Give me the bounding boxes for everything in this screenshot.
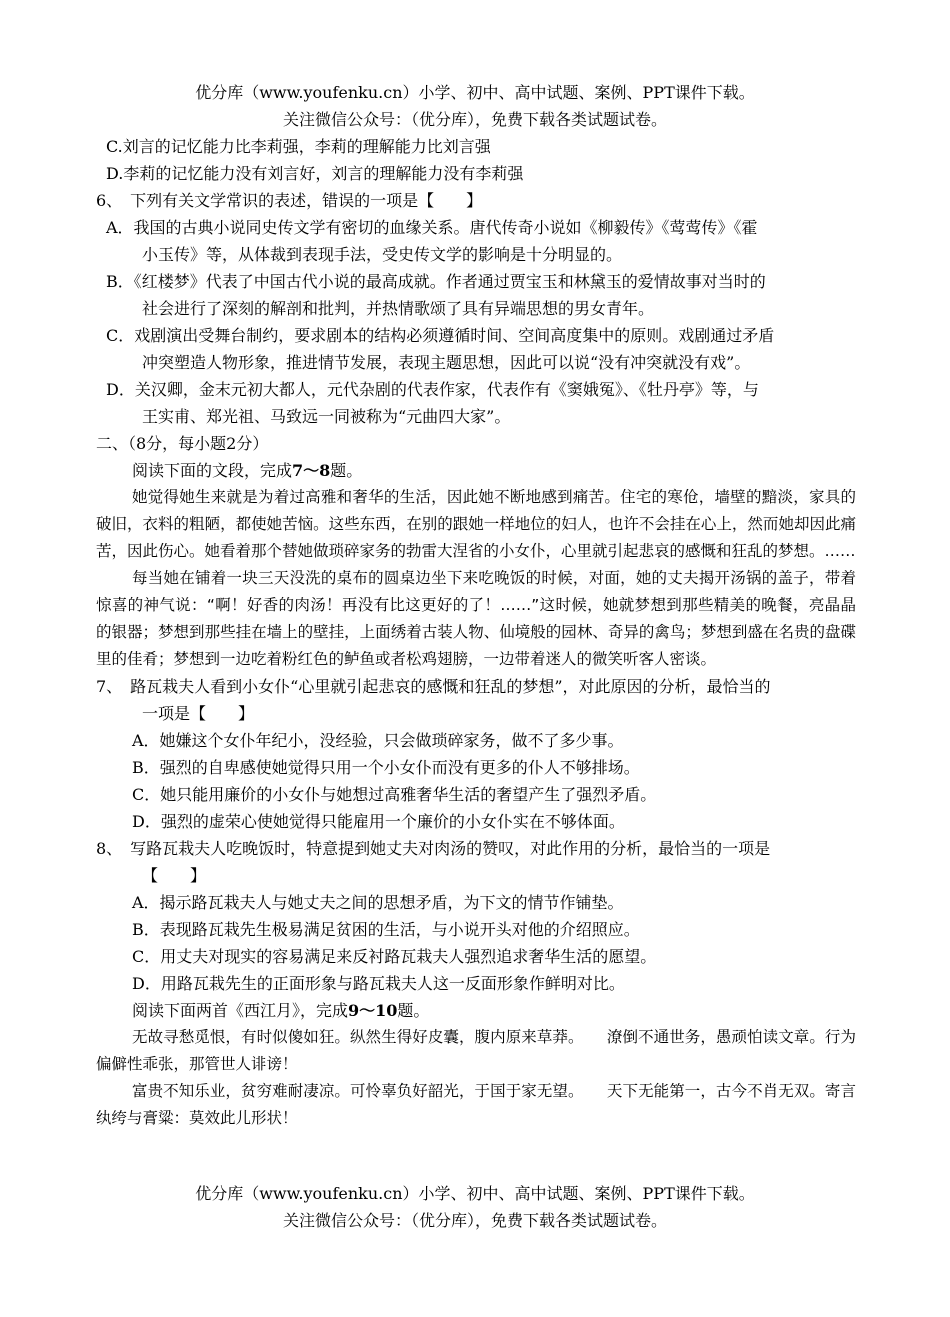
q7-stem-line2: 一项是【 】 [142, 704, 255, 723]
footer-line-2: 关注微信公众号：（优分库），免费下载各类试题试卷。 [282, 1211, 667, 1230]
instruction-suffix: 题。 [397, 1001, 430, 1020]
q8-option-c: C．用丈夫对现实的容易满足来反衬路瓦栽夫人强烈追求奢华生活的愿望。 [132, 947, 657, 966]
poem-2: 富贵不知乐业，贫穷难耐凄凉。可怜辜负好韶光，于国于家无望。 天下无能第一，古今不肖无双。寄言纨绔与膏粱：莫效此儿形状！ [96, 1082, 856, 1127]
q7-option-c: C．她只能用廉价的小女仆与她想过高雅奢华生活的奢望产生了强烈矛盾。 [132, 785, 657, 804]
q7-option-b: B．强烈的自卑感使她觉得只用一个小女仆而没有更多的仆人不够排场。 [132, 758, 640, 777]
q8-option-b: B．表现路瓦栽先生极易满足贫困的生活，与小说开头对他的介绍照应。 [132, 920, 640, 939]
q6-option-d-line2: 王实甫、郑光祖、马致远一同被称为“元曲四大家”。 [142, 407, 511, 426]
q8-stem-line2: 【 】 [142, 866, 207, 885]
instruction-range: 7～8 [292, 461, 331, 480]
q7-stem-line1: 7、 路瓦栽夫人看到小女仆“心里就引起悲哀的感慨和狂乱的梦想”，对此原因的分析，最恰当的 [96, 677, 771, 696]
poem-1: 无故寻愁觅恨，有时似傻如狂。纵然生得好皮囊，腹内原来草莽。 潦倒不通世务，愚顽怕读文章。行为偏僻性乖张，那管世人诽谤！ [96, 1028, 856, 1073]
page-header [0, 79, 950, 133]
q6-option-a-line1: A．我国的古典小说同史传文学有密切的血缘关系。唐代传奇小说如《柳毅传》《莺莺传》《霍 [106, 218, 758, 237]
q5-option-d: D.李莉的记忆能力没有刘言好，刘言的理解能力没有李莉强 [106, 164, 524, 183]
q6-option-c-line1: C．戏剧演出受舞台制约，要求剧本的结构必须遵循时间、空间高度集中的原则。戏剧通过矛盾 [106, 326, 775, 345]
q7-option-d: D．强烈的虚荣心使她觉得只能雇用一个廉价的小女仆实在不够体面。 [132, 812, 625, 831]
q6-option-b-line2: 社会进行了深刻的解剖和批判，并热情歌颂了具有异端思想的男女青年。 [142, 299, 655, 318]
passage-paragraph-2: 每当她在铺着一块三天没洗的桌布的圆桌边坐下来吃晚饭的时候，对面，她的丈夫揭开汤锅的盖子，带着惊喜的神气说：“啊！好香的肉汤！再没有比这更好的了！……”这时候，她就梦想到那些精美的晚餐，亮晶晶的银器；梦想到那些挂在墙上的壁挂，上面绣着古装人物、仙境般的园林、奇异的禽鸟；梦想到盛在名贵的盘碟里的佳肴；梦想到一边吃着粉红色的鲈鱼或者松鸡翅膀，一边带着迷人的微笑听客人密谈。 [96, 569, 856, 668]
instruction-text: 阅读下面的文段，完成 [132, 461, 293, 480]
section-2-heading: 二、（8分，每小题2分） [96, 434, 269, 453]
q5-option-c: C.刘言的记忆能力比李莉强，李莉的理解能力比刘言强 [106, 137, 491, 156]
q7-option-a: A．她嫌这个女仆年纪小，没经验，只会做琐碎家务，做不了多少事。 [132, 731, 624, 750]
instruction-text: 阅读下面两首《西江月》，完成 [132, 1001, 349, 1020]
q6-option-c-line2: 冲突塑造人物形象，推进情节发展，表现主题思想，因此可以说“没有冲突就没有戏”。 [142, 353, 751, 372]
instruction-suffix: 题。 [330, 461, 363, 480]
q8-stem-line1: 8、 写路瓦栽夫人吃晚饭时，特意提到她丈夫对肉汤的赞叹，对此作用的分析，最恰当的一项是 [96, 839, 771, 858]
q6-stem: 6、 下列有关文学常识的表述，错误的一项是【 】 [96, 191, 483, 210]
q6-option-b-line1: B．《红楼梦》代表了中国古代小说的最高成就。作者通过贾宝玉和林黛玉的爱情故事对当时的 [106, 272, 766, 291]
header-line-2: 关注微信公众号：（优分库），免费下载各类试题试卷。 [282, 110, 667, 129]
exam-content [96, 133, 856, 1132]
q6-option-d-line1: D．关汉卿，金末元初大都人，元代杂剧的代表作家，代表作有《窦娥冤》、《牡丹亭》等，与 [106, 380, 759, 399]
instruction-range: 9～10 [348, 1001, 398, 1020]
section-2-instruction [96, 457, 856, 484]
q8-option-a: A．揭示路瓦栽夫人与她丈夫之间的思想矛盾，为下文的情节作铺垫。 [132, 893, 624, 912]
header-line-1: 优分库（www.youfenku.cn）小学、初中、高中试题、案例、PPT课件下载。 [195, 83, 755, 102]
passage-paragraph-1: 她觉得她生来就是为着过高雅和奢华的生活，因此她不断地感到痛苦。住宅的寒伧，墙壁的黯淡，家具的破旧，衣料的粗陋，都使她苦恼。这些东西，在别的跟她一样地位的妇人，也许不会挂在心上，然而她却因此痛苦，因此伤心。她看着那个替她做琐碎家务的勃雷大涅省的小女仆，心里就引起悲哀的感慨和狂乱的梦想。…… [96, 488, 856, 560]
page-footer [0, 1180, 950, 1234]
footer-line-1: 优分库（www.youfenku.cn）小学、初中、高中试题、案例、PPT课件下载。 [195, 1184, 755, 1203]
q8-option-d: D．用路瓦栽先生的正面形象与路瓦栽夫人这一反面形象作鲜明对比。 [132, 974, 625, 993]
q6-option-a-line2: 小玉传》等，从体裁到表现手法，受史传文学的影响是十分明显的。 [142, 245, 623, 264]
section-3-instruction [96, 997, 856, 1024]
